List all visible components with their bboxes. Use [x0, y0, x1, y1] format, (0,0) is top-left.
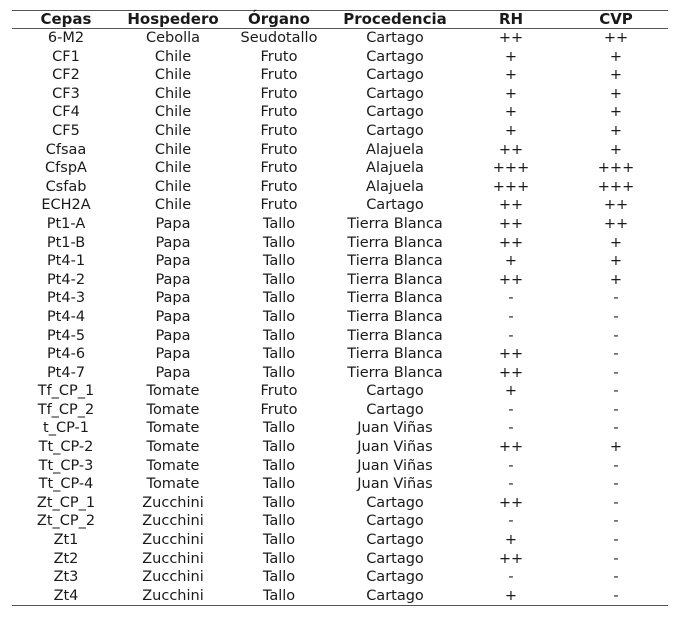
cell-cvp: -	[613, 494, 619, 511]
cell-cvp: -	[613, 532, 619, 549]
cell-rh: -	[508, 513, 514, 530]
cell-procedencia: Cartago	[366, 104, 424, 121]
cell-organo: Fruto	[260, 48, 298, 65]
cell-organo: Tallo	[262, 569, 296, 586]
cell-cvp: +	[609, 85, 623, 102]
cell-cvp: -	[613, 513, 619, 530]
cell-rh: +++	[492, 160, 530, 177]
cell-rh: ++	[498, 494, 524, 511]
cell-cepa: CF2	[52, 67, 80, 84]
cell-hospedero: Chile	[154, 48, 192, 65]
cell-rh: -	[508, 308, 514, 325]
cell-organo: Tallo	[262, 587, 296, 604]
table-row	[12, 494, 668, 513]
table-row	[12, 475, 668, 494]
cell-procedencia: Cartago	[366, 532, 424, 549]
cell-cepa: Zt3	[53, 569, 79, 586]
cell-cvp: +++	[597, 160, 635, 177]
cell-hospedero: Chile	[154, 197, 192, 214]
cell-rh: +	[504, 85, 518, 102]
cell-hospedero: Chile	[154, 178, 192, 195]
cell-rh: -	[508, 569, 514, 586]
cell-cvp: -	[613, 346, 619, 363]
cell-rh: ++	[498, 550, 524, 567]
header-rh: RH	[498, 10, 524, 28]
cell-rh: +	[504, 104, 518, 121]
cell-rh: +	[504, 383, 518, 400]
table-row	[12, 141, 668, 160]
cell-cvp: -	[613, 290, 619, 307]
cell-cepa: Tt_CP-4	[38, 476, 94, 493]
cell-procedencia: Alajuela	[366, 160, 424, 177]
table-row	[12, 196, 668, 215]
strains-table	[12, 10, 668, 606]
cell-organo: Fruto	[260, 85, 298, 102]
cell-organo: Tallo	[262, 327, 296, 344]
cell-procedencia: Cartago	[366, 587, 424, 604]
cell-organo: Fruto	[260, 197, 298, 214]
cell-organo: Tallo	[262, 532, 296, 549]
cell-procedencia: Cartago	[366, 85, 424, 102]
cell-organo: Tallo	[262, 513, 296, 530]
table-row	[12, 401, 668, 420]
cell-procedencia: Cartago	[366, 197, 424, 214]
cell-cvp: ++	[603, 215, 629, 232]
cell-rh: ++	[498, 30, 524, 46]
cell-cvp: +	[609, 271, 623, 288]
table-row	[12, 289, 668, 308]
table-row	[12, 178, 668, 197]
header-row	[12, 11, 668, 29]
table-row	[12, 382, 668, 401]
cell-organo: Tallo	[262, 346, 296, 363]
cell-procedencia: Cartago	[366, 383, 424, 400]
cell-hospedero: Chile	[154, 122, 192, 139]
cell-rh: ++	[498, 141, 524, 158]
cell-hospedero: Zucchini	[142, 494, 204, 511]
cell-cepa: Tf_CP_2	[37, 401, 95, 418]
cell-organo: Fruto	[260, 160, 298, 177]
table-row	[12, 419, 668, 438]
cell-hospedero: Papa	[155, 346, 191, 363]
cell-hospedero: Tomate	[146, 383, 200, 400]
table-row	[12, 103, 668, 122]
cell-rh: +	[504, 532, 518, 549]
cell-procedencia: Cartago	[366, 550, 424, 567]
header-cvp: CVP	[599, 10, 633, 28]
cell-organo: Tallo	[262, 364, 296, 381]
cell-organo: Fruto	[260, 104, 298, 121]
cell-organo: Tallo	[262, 308, 296, 325]
cell-cvp: +	[609, 48, 623, 65]
header-hospedero: Hospedero	[127, 10, 219, 28]
cell-rh: +++	[492, 178, 530, 195]
cell-organo: Fruto	[260, 122, 298, 139]
cell-hospedero: Zucchini	[142, 532, 204, 549]
cell-procedencia: Juan Viñas	[357, 439, 433, 456]
table-row	[12, 587, 668, 606]
cell-rh: +	[504, 122, 518, 139]
cell-hospedero: Zucchini	[142, 587, 204, 604]
cell-cvp: -	[613, 327, 619, 344]
cell-organo: Fruto	[260, 178, 298, 195]
cell-procedencia: Tierra Blanca	[347, 215, 443, 232]
cell-rh: ++	[498, 215, 524, 232]
table-row	[12, 122, 668, 141]
cell-cepa: CF3	[52, 85, 80, 102]
cell-hospedero: Zucchini	[142, 513, 204, 530]
cell-procedencia: Tierra Blanca	[347, 234, 443, 251]
cell-procedencia: Tierra Blanca	[347, 346, 443, 363]
cell-organo: Fruto	[260, 67, 298, 84]
cell-hospedero: Chile	[154, 104, 192, 121]
table-row	[12, 457, 668, 476]
cell-hospedero: Papa	[155, 234, 191, 251]
cell-organo: Fruto	[260, 401, 298, 418]
cell-procedencia: Cartago	[366, 401, 424, 418]
cell-cepa: Cfsaa	[45, 141, 87, 158]
cell-organo: Tallo	[262, 271, 296, 288]
cell-hospedero: Papa	[155, 271, 191, 288]
cell-cepa: CF4	[52, 104, 80, 121]
header-cepas: Cepas	[40, 10, 92, 28]
cell-organo: Fruto	[260, 141, 298, 158]
table-row	[12, 252, 668, 271]
cell-cepa: Zt_CP_1	[36, 494, 96, 511]
cell-cepa: CF1	[52, 48, 80, 65]
cell-hospedero: Papa	[155, 253, 191, 270]
table-body	[12, 29, 668, 606]
cell-cvp: +	[609, 439, 623, 456]
cell-cepa: Pt1-B	[46, 234, 86, 251]
cell-cepa: 6-M2	[47, 30, 85, 46]
cell-procedencia: Tierra Blanca	[347, 290, 443, 307]
cell-cvp: ++	[603, 197, 629, 214]
cell-cvp: -	[613, 308, 619, 325]
cell-cvp: +++	[597, 178, 635, 195]
cell-cepa: Pt1-A	[46, 215, 86, 232]
cell-organo: Tallo	[262, 290, 296, 307]
cell-hospedero: Tomate	[146, 439, 200, 456]
cell-organo: Tallo	[262, 439, 296, 456]
cell-cvp: -	[613, 587, 619, 604]
cell-procedencia: Tierra Blanca	[347, 308, 443, 325]
cell-procedencia: Cartago	[366, 67, 424, 84]
cell-hospedero: Chile	[154, 160, 192, 177]
cell-rh: ++	[498, 197, 524, 214]
table-row	[12, 271, 668, 290]
cell-procedencia: Cartago	[366, 494, 424, 511]
table-row	[12, 512, 668, 531]
cell-procedencia: Tierra Blanca	[347, 271, 443, 288]
table-row	[12, 48, 668, 67]
cell-procedencia: Cartago	[366, 513, 424, 530]
cell-cvp: +	[609, 67, 623, 84]
cell-cepa: Pt4-2	[46, 271, 86, 288]
cell-cepa: Pt4-6	[46, 346, 86, 363]
cell-rh: +	[504, 48, 518, 65]
cell-organo: Tallo	[262, 494, 296, 511]
table-row	[12, 215, 668, 234]
cell-rh: +	[504, 587, 518, 604]
cell-cepa: Tt_CP-2	[38, 439, 94, 456]
cell-cvp: -	[613, 476, 619, 493]
cell-rh: ++	[498, 439, 524, 456]
cell-procedencia: Cartago	[366, 122, 424, 139]
cell-hospedero: Papa	[155, 364, 191, 381]
cell-procedencia: Alajuela	[366, 178, 424, 195]
cell-procedencia: Tierra Blanca	[347, 327, 443, 344]
cell-hospedero: Papa	[155, 327, 191, 344]
cell-rh: ++	[498, 271, 524, 288]
cell-cepa: Zt4	[53, 587, 79, 604]
cell-cvp: +	[609, 253, 623, 270]
cell-cvp: -	[613, 401, 619, 418]
cell-procedencia: Cartago	[366, 569, 424, 586]
table-row	[12, 234, 668, 253]
cell-cepa: Pt4-7	[46, 364, 86, 381]
table-row	[12, 531, 668, 550]
cell-rh: ++	[498, 346, 524, 363]
cell-cvp: -	[613, 569, 619, 586]
cell-cvp: +	[609, 234, 623, 251]
cell-procedencia: Cartago	[366, 30, 424, 46]
cell-cvp: -	[613, 364, 619, 381]
cell-rh: -	[508, 327, 514, 344]
table-row	[12, 29, 668, 48]
cell-organo: Tallo	[262, 457, 296, 474]
cell-cvp: -	[613, 457, 619, 474]
strains-table-container	[12, 10, 668, 606]
table-row	[12, 550, 668, 569]
table-row	[12, 85, 668, 104]
table-row	[12, 308, 668, 327]
table-row	[12, 345, 668, 364]
cell-rh: ++	[498, 234, 524, 251]
cell-procedencia: Alajuela	[366, 141, 424, 158]
cell-organo: Tallo	[262, 234, 296, 251]
cell-cvp: ++	[603, 30, 629, 46]
table-row	[12, 327, 668, 346]
cell-hospedero: Chile	[154, 141, 192, 158]
cell-cepa: Pt4-1	[46, 253, 86, 270]
cell-cepa: Pt4-4	[46, 308, 86, 325]
table-row	[12, 66, 668, 85]
cell-hospedero: Papa	[155, 308, 191, 325]
cell-rh: +	[504, 253, 518, 270]
cell-cvp: +	[609, 141, 623, 158]
cell-organo: Tallo	[262, 420, 296, 437]
table-row	[12, 364, 668, 383]
cell-cvp: -	[613, 550, 619, 567]
cell-rh: -	[508, 457, 514, 474]
cell-hospedero: Zucchini	[142, 550, 204, 567]
cell-organo: Tallo	[262, 215, 296, 232]
cell-hospedero: Cebolla	[145, 30, 201, 46]
cell-rh: -	[508, 290, 514, 307]
cell-cepa: Tt_CP-3	[38, 457, 94, 474]
cell-cepa: Zt1	[53, 532, 79, 549]
cell-cepa: Csfab	[45, 178, 87, 195]
cell-organo: Tallo	[262, 476, 296, 493]
cell-rh: ++	[498, 364, 524, 381]
cell-procedencia: Juan Viñas	[357, 420, 433, 437]
cell-procedencia: Tierra Blanca	[347, 364, 443, 381]
cell-cepa: Pt4-5	[46, 327, 86, 344]
table-header	[12, 11, 668, 29]
cell-cepa: Zt2	[53, 550, 79, 567]
cell-hospedero: Papa	[155, 290, 191, 307]
cell-cepa: t_CP-1	[43, 420, 89, 437]
cell-hospedero: Tomate	[146, 476, 200, 493]
cell-hospedero: Papa	[155, 215, 191, 232]
table-row	[12, 438, 668, 457]
table-row	[12, 568, 668, 587]
cell-rh: -	[508, 420, 514, 437]
cell-rh: -	[508, 476, 514, 493]
cell-organo: Seudotallo	[240, 30, 318, 46]
cell-cepa: Zt_CP_2	[36, 513, 96, 530]
cell-procedencia: Juan Viñas	[357, 476, 433, 493]
header-organo: Órgano	[248, 10, 310, 28]
cell-hospedero: Chile	[154, 85, 192, 102]
cell-procedencia: Juan Viñas	[357, 457, 433, 474]
cell-hospedero: Chile	[154, 67, 192, 84]
cell-hospedero: Tomate	[146, 401, 200, 418]
cell-cepa: CF5	[52, 122, 80, 139]
cell-cepa: ECH2A	[41, 197, 91, 214]
cell-organo: Fruto	[260, 383, 298, 400]
cell-organo: Tallo	[262, 550, 296, 567]
header-procedencia: Procedencia	[343, 10, 447, 28]
cell-cepa: Tf_CP_1	[37, 383, 95, 400]
cell-hospedero: Tomate	[146, 420, 200, 437]
table-row	[12, 159, 668, 178]
cell-procedencia: Tierra Blanca	[347, 253, 443, 270]
cell-cvp: -	[613, 383, 619, 400]
cell-cvp: +	[609, 122, 623, 139]
cell-cvp: -	[613, 420, 619, 437]
cell-rh: +	[504, 67, 518, 84]
cell-organo: Tallo	[262, 253, 296, 270]
cell-hospedero: Zucchini	[142, 569, 204, 586]
cell-cvp: +	[609, 104, 623, 121]
cell-procedencia: Cartago	[366, 48, 424, 65]
cell-hospedero: Tomate	[146, 457, 200, 474]
cell-cepa: Pt4-3	[46, 290, 86, 307]
cell-rh: -	[508, 401, 514, 418]
cell-cepa: CfspA	[45, 160, 87, 177]
